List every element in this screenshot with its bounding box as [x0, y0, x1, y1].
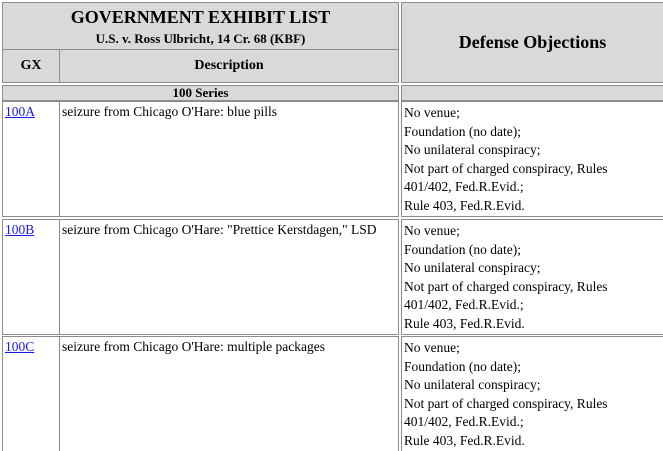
- gx-cell: [2, 219, 60, 335]
- title-cell: [2, 2, 399, 50]
- objection-line: No unilateral conspiracy;: [404, 142, 541, 158]
- objection-line: No unilateral conspiracy;: [404, 260, 541, 276]
- table-row: [2, 219, 663, 335]
- exhibit-link[interactable]: 100B: [5, 222, 35, 237]
- objection-line: No venue;: [404, 340, 460, 355]
- exhibit-link[interactable]: 100C: [5, 339, 35, 354]
- objection-line: Not part of charged conspiracy, Rules: [404, 395, 608, 411]
- objection-line: 401/402, Fed.R.Evid.;: [404, 414, 524, 430]
- description-cell: seizure from Chicago O'Hare: blue pills: [60, 101, 399, 217]
- objection-line: No venue;: [404, 105, 460, 120]
- objection-line: No unilateral conspiracy;: [404, 377, 541, 393]
- gx-cell: [2, 336, 60, 451]
- objections-cell: [401, 336, 663, 451]
- case-caption: U.S. v. Ross Ulbricht, 14 Cr. 68 (KBF): [95, 31, 306, 46]
- series-heading: 100 Series: [2, 85, 399, 101]
- page-title: GOVERNMENT EXHIBIT LIST: [70, 7, 331, 27]
- objection-line: Not part of charged conspiracy, Rules: [404, 278, 608, 294]
- column-header-description: Description: [60, 50, 399, 83]
- description-cell: seizure from Chicago O'Hare: "Prettice Kerstdagen," LSD: [60, 219, 399, 335]
- objection-line: 401/402, Fed.R.Evid.;: [404, 179, 524, 195]
- description-cell: seizure from Chicago O'Hare: multiple packages: [60, 336, 399, 451]
- gx-cell: [2, 101, 60, 217]
- objection-line: No venue;: [404, 223, 460, 238]
- objection-line: Foundation (no date);: [404, 358, 521, 374]
- objection-line: Rule 403, Fed.R.Evid.: [404, 315, 525, 331]
- exhibit-link[interactable]: 100A: [5, 104, 35, 119]
- table-row: [2, 336, 663, 451]
- objection-line: Foundation (no date);: [404, 123, 521, 139]
- objection-line: Not part of charged conspiracy, Rules: [404, 160, 608, 176]
- objection-line: 401/402, Fed.R.Evid.;: [404, 297, 524, 313]
- table-row: [2, 101, 663, 217]
- objection-line: Rule 403, Fed.R.Evid.: [404, 197, 525, 213]
- series-heading-blank: [401, 85, 663, 101]
- objection-line: Foundation (no date);: [404, 241, 521, 257]
- objections-cell: [401, 219, 663, 335]
- column-header-objections: Defense Objections: [401, 2, 663, 83]
- objection-line: Rule 403, Fed.R.Evid.: [404, 432, 525, 448]
- objections-cell: [401, 101, 663, 217]
- column-header-gx: GX: [2, 50, 60, 83]
- table-header: [0, 0, 663, 85]
